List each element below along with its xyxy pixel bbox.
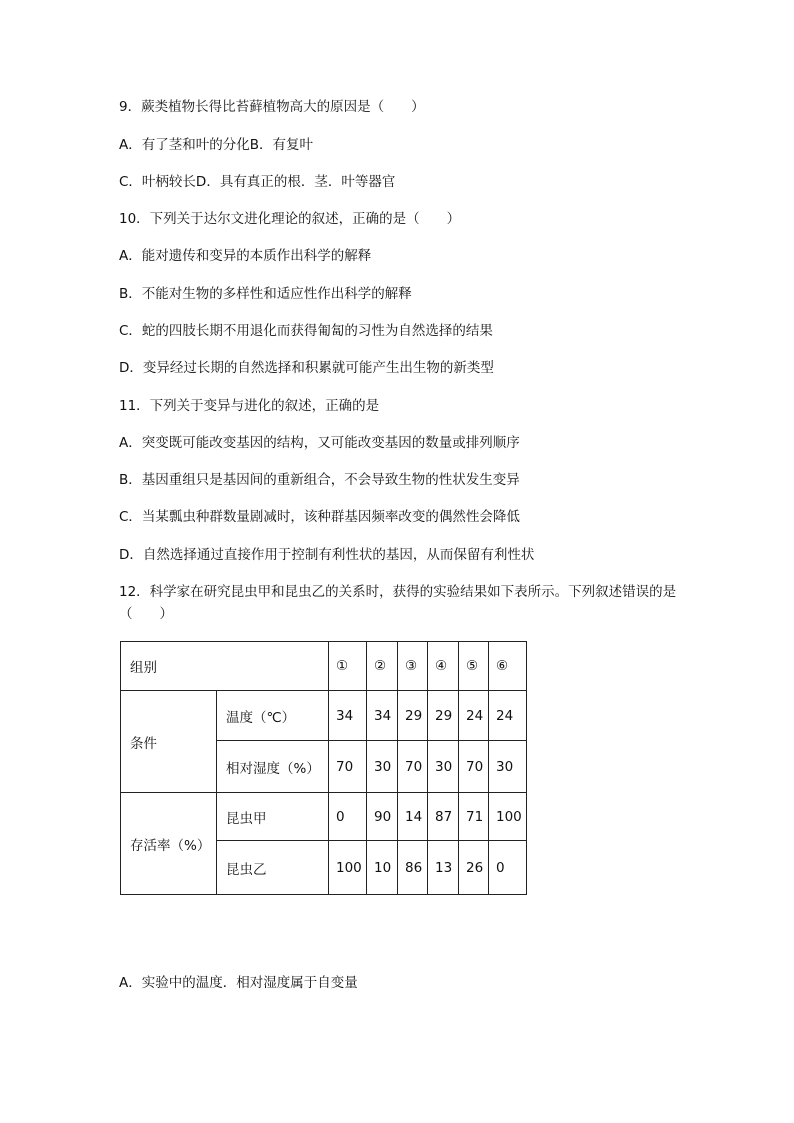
table-row-insect-a xyxy=(121,793,527,841)
table-cell: 90 xyxy=(367,793,398,841)
table-cell: 29 xyxy=(428,691,459,741)
temperature-label-cell: 温度（℃） xyxy=(217,691,329,741)
table-cell: 29 xyxy=(398,691,428,741)
group-1: ① xyxy=(329,642,367,691)
group-5: ⑤ xyxy=(459,642,489,691)
table-cell: 34 xyxy=(329,691,367,741)
q10-option-a: A．能对遗传和变异的本质作出科学的解释 xyxy=(119,248,372,264)
table-cell: 24 xyxy=(489,691,527,741)
q10-option-b: B．不能对生物的多样性和适应性作出科学的解释 xyxy=(119,286,412,302)
insect-b-label-cell: 昆虫乙 xyxy=(217,841,329,895)
group-6: ⑥ xyxy=(489,642,527,691)
table-cell: 24 xyxy=(459,691,489,741)
table-cell: 30 xyxy=(489,741,527,793)
table-cell: 0 xyxy=(489,841,527,895)
table-cell: 87 xyxy=(428,793,459,841)
table-cell: 0 xyxy=(329,793,367,841)
q9-options-ab: A．有了茎和叶的分化B．有复叶 xyxy=(119,137,313,153)
table-cell: 70 xyxy=(459,741,489,793)
survival-label-cell: 存活率（%） xyxy=(121,793,217,895)
q11-option-d: D．自然选择通过直接作用于控制有利性状的基因，从而保留有利性状 xyxy=(119,547,535,563)
q10-option-d: D．变异经过长期的自然选择和积累就可能产生出生物的新类型 xyxy=(119,360,494,376)
table-cell: 26 xyxy=(459,841,489,895)
table-cell: 30 xyxy=(367,741,398,793)
table-cell: 71 xyxy=(459,793,489,841)
table-cell: 13 xyxy=(428,841,459,895)
group-label-cell: 组别 xyxy=(121,642,329,691)
q9-stem: 9．蕨类植物长得比苔藓植物高大的原因是（ ） xyxy=(119,99,425,115)
table-row-groups xyxy=(121,642,527,691)
q9-options-cd: C．叶柄较长D．具有真正的根．茎．叶等器官 xyxy=(119,174,396,190)
group-4: ④ xyxy=(428,642,459,691)
insect-a-label-cell: 昆虫甲 xyxy=(217,793,329,841)
table-cell: 10 xyxy=(367,841,398,895)
table-cell: 30 xyxy=(428,741,459,793)
q11-option-b: B．基因重组只是基因间的重新组合，不会导致生物的性状发生变异 xyxy=(119,472,520,488)
humidity-label-cell: 相对湿度（%） xyxy=(217,741,329,793)
q11-option-a: A．突变既可能改变基因的结构，又可能改变基因的数量或排列顺序 xyxy=(119,435,520,451)
experiment-table xyxy=(120,641,527,895)
table-row-temperature xyxy=(121,691,527,741)
q10-stem: 10．下列关于达尔文进化理论的叙述，正确的是（ ） xyxy=(119,211,461,227)
group-3: ③ xyxy=(398,642,428,691)
table-cell: 100 xyxy=(489,793,527,841)
q11-option-c: C．当某瓢虫种群数量剧减时，该种群基因频率改变的偶然性会降低 xyxy=(119,509,520,525)
table-cell: 70 xyxy=(329,741,367,793)
q12-stem: 12．科学家在研究昆虫甲和昆虫乙的关系时，获得的实验结果如下表所示。下列叙述错误的是（ ） xyxy=(119,584,677,622)
q12-option-a: A．实验中的温度．相对湿度属于自变量 xyxy=(119,975,358,991)
table-cell: 34 xyxy=(367,691,398,741)
table-cell: 70 xyxy=(398,741,428,793)
table-cell: 14 xyxy=(398,793,428,841)
table-cell: 100 xyxy=(329,841,367,895)
table-cell: 86 xyxy=(398,841,428,895)
group-2: ② xyxy=(367,642,398,691)
q11-stem: 11．下列关于变异与进化的叙述，正确的是 xyxy=(119,398,380,414)
q10-option-c: C．蛇的四肢长期不用退化而获得匍匐的习性为自然选择的结果 xyxy=(119,323,493,339)
condition-label-cell: 条件 xyxy=(121,691,217,793)
